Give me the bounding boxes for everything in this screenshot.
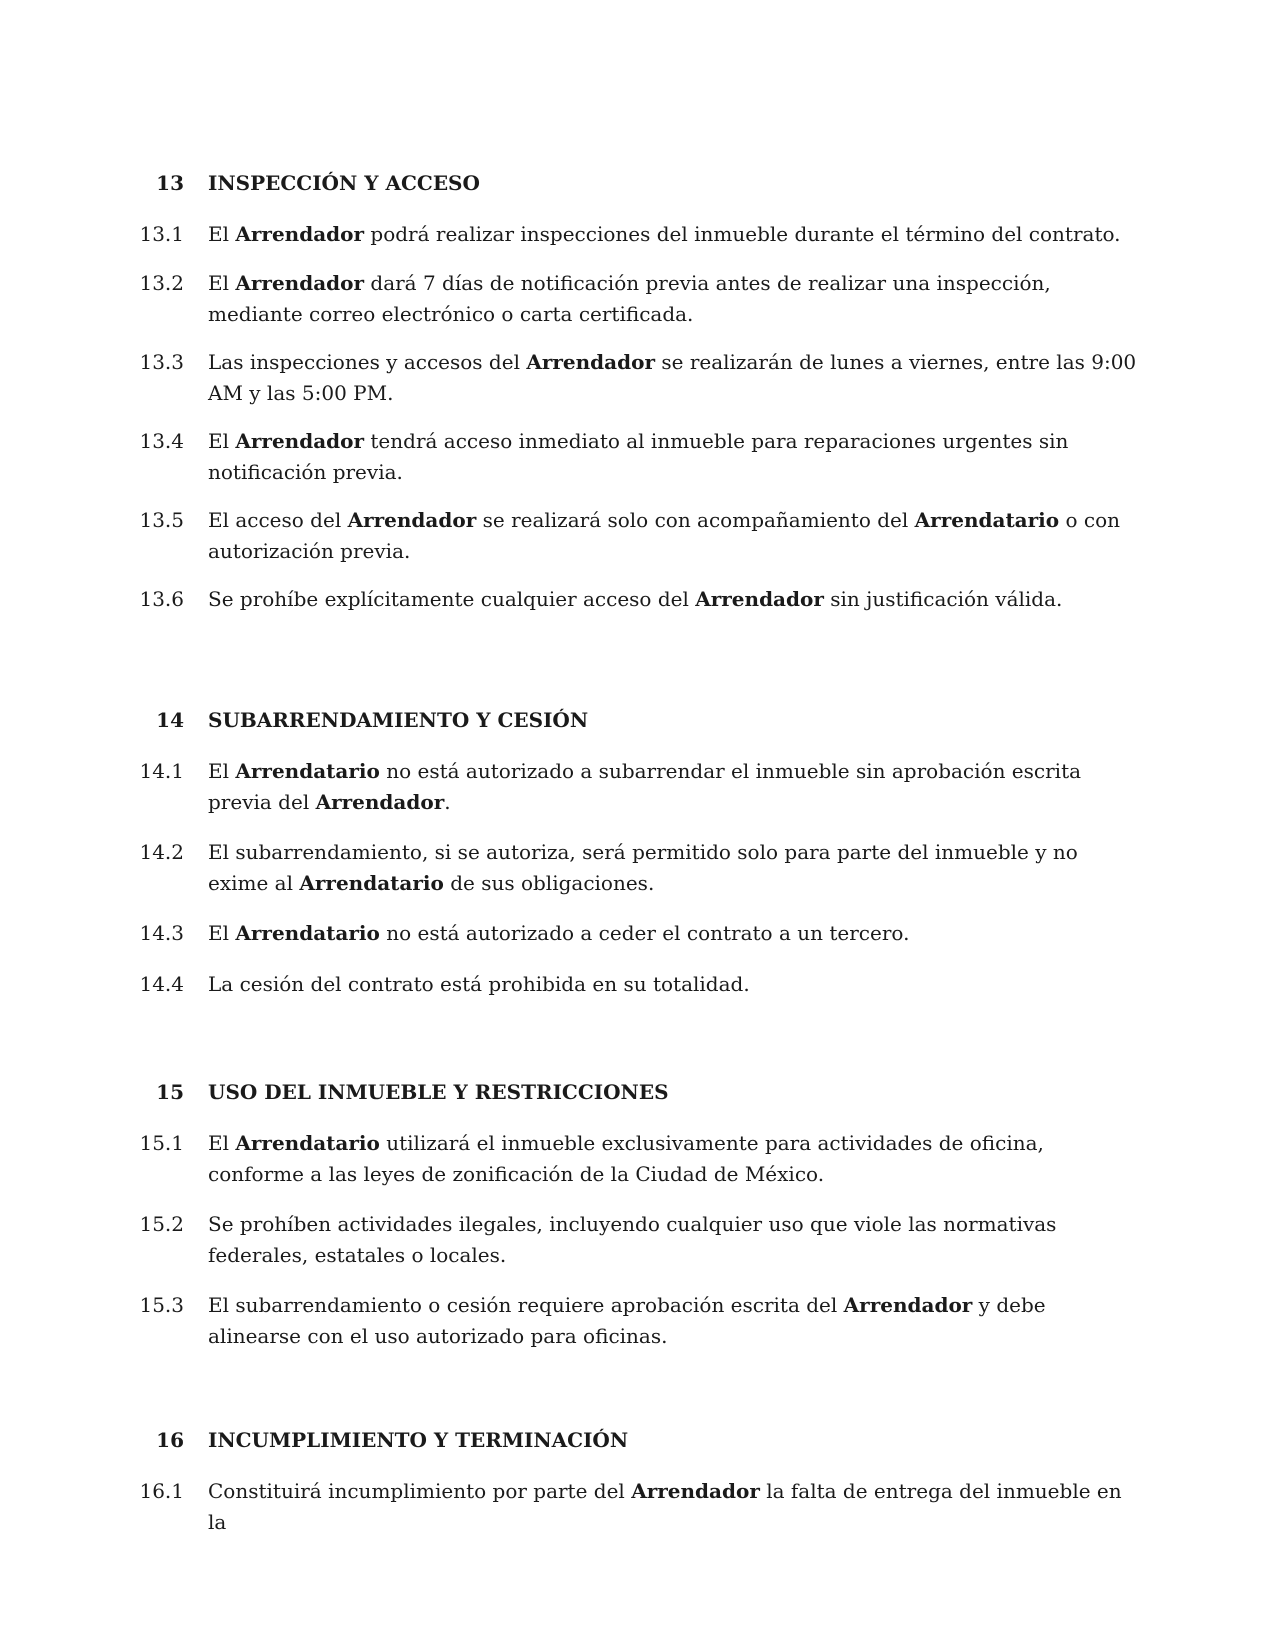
- section-heading: [0, 168, 1275, 198]
- clause-13-1: [0, 219, 1275, 250]
- clause-text: [208, 1290, 1138, 1352]
- clause: [0, 268, 1275, 330]
- clause-text: [208, 584, 1138, 615]
- clause-text-segment: Constituirá incumplimiento por parte del: [208, 1479, 632, 1503]
- clause-text-segment: Se prohíben actividades ilegales, incluyendo cualquier uso que viole las normativas federales, estatales o locales.: [208, 1212, 1057, 1267]
- clause-13-4: [0, 426, 1275, 488]
- clause-14-3: [0, 918, 1275, 949]
- clause-text: [208, 918, 1138, 949]
- clause-number: 13.2: [139, 271, 184, 295]
- defined-term: Arrendador: [347, 508, 477, 532]
- clause-text: [208, 1128, 1138, 1190]
- section-16: [0, 1425, 1275, 1455]
- clause-15-3: [0, 1290, 1275, 1352]
- defined-term: Arrendador: [631, 1479, 760, 1503]
- clause-text-segment: El: [208, 429, 236, 453]
- clause-number: 13.4: [139, 429, 184, 453]
- clause: [0, 1209, 1275, 1271]
- clause-14-4: [0, 969, 1275, 1000]
- clause: [0, 1476, 1275, 1538]
- section-heading: [0, 705, 1275, 735]
- defined-term: Arrendador: [315, 790, 445, 814]
- clause-number: 14.1: [139, 759, 184, 783]
- clause-number: 15.2: [139, 1212, 184, 1236]
- clause-16-1: [0, 1476, 1275, 1538]
- clause-text-segment: se realizará solo con acompañamiento del: [476, 508, 915, 532]
- clause-text-segment: El subarrendamiento o cesión requiere aprobación escrita del: [208, 1293, 844, 1317]
- defined-term: Arrendatario: [235, 759, 380, 783]
- clause-number: 15.1: [139, 1131, 184, 1155]
- clause-15-2: [0, 1209, 1275, 1271]
- clause: [0, 505, 1275, 567]
- clause-15-1: [0, 1128, 1275, 1190]
- clause: [0, 1290, 1275, 1352]
- clause-text-segment: El: [208, 222, 236, 246]
- section-title: SUBARRENDAMIENTO Y CESIÓN: [208, 708, 589, 732]
- clause-number: 13.3: [139, 350, 184, 374]
- clause: [0, 347, 1275, 409]
- clause-number: 13.1: [139, 222, 184, 246]
- clause-text-segment: la falta de entrega del inmueble en la: [208, 1479, 1122, 1534]
- defined-term: Arrendador: [695, 587, 824, 611]
- clause-text-segment: El: [208, 271, 236, 295]
- clause-text-segment: El: [208, 1131, 236, 1155]
- clause-number: 16.1: [139, 1479, 184, 1503]
- section-title: INCUMPLIMIENTO Y TERMINACIÓN: [208, 1428, 629, 1452]
- clause-13-2: [0, 268, 1275, 330]
- clause-text: [208, 756, 1138, 818]
- clause-text-segment: El acceso del: [208, 508, 348, 532]
- clause-text-segment: .: [444, 790, 451, 814]
- clause-text: [208, 837, 1138, 899]
- defined-term: Arrendatario: [914, 508, 1060, 532]
- clause: [0, 584, 1275, 615]
- clause-text-segment: no está autorizado a ceder el contrato a un tercero.: [379, 921, 910, 945]
- clause-text-segment: dará 7 días de notificación previa antes de realizar una inspección, mediante correo electrónico o carta certificada.: [208, 271, 1051, 326]
- section-14: [0, 705, 1275, 735]
- clause-text: [208, 219, 1138, 250]
- clause-number: 14.4: [139, 972, 184, 996]
- clause-13-5: [0, 505, 1275, 567]
- clause-text-segment: no está autorizado a subarrendar el inmueble sin aprobación escrita previa del: [208, 759, 1082, 814]
- section-heading: [0, 1425, 1275, 1455]
- clause-text-segment: de sus obligaciones.: [443, 871, 655, 895]
- section-number: 15: [156, 1080, 184, 1104]
- clause-text-segment: se realizarán de lunes a viernes, entre las 9:00 AM y las 5:00 PM.: [208, 350, 1137, 405]
- clause-text: [208, 505, 1138, 567]
- clause-text: [208, 969, 1138, 1000]
- clause-text-segment: y debe alinearse con el uso autorizado para oficinas.: [208, 1293, 1046, 1348]
- section-number: 14: [156, 708, 184, 732]
- section-15: [0, 1077, 1275, 1107]
- section-number: 16: [156, 1428, 184, 1452]
- defined-term: Arrendador: [526, 350, 655, 374]
- clause-text-segment: sin justificación válida.: [823, 587, 1063, 611]
- clause-text-segment: El: [208, 759, 236, 783]
- clause-text-segment: El subarrendamiento, si se autoriza, será permitido solo para parte del inmueble y no exime al: [208, 840, 1078, 895]
- defined-term: Arrendador: [235, 429, 365, 453]
- section-title: USO DEL INMUEBLE Y RESTRICCIONES: [208, 1080, 669, 1104]
- clause-text: [208, 1476, 1138, 1538]
- clause-text-segment: Las inspecciones y accesos del: [208, 350, 527, 374]
- clause-text-segment: Se prohíbe explícitamente cualquier acceso del: [208, 587, 696, 611]
- defined-term: Arrendatario: [235, 921, 380, 945]
- defined-term: Arrendador: [235, 271, 365, 295]
- clause-text-segment: tendrá acceso inmediato al inmueble para reparaciones urgentes sin notificación previa.: [208, 429, 1069, 484]
- defined-term: Arrendatario: [235, 1131, 380, 1155]
- clause-number: 13.6: [139, 587, 184, 611]
- clause: [0, 219, 1275, 250]
- clause-text: [208, 347, 1138, 409]
- section-title: INSPECCIÓN Y ACCESO: [208, 171, 480, 195]
- clause-13-6: [0, 584, 1275, 615]
- clause: [0, 1128, 1275, 1190]
- clause-text: [208, 426, 1138, 488]
- clause-text: [208, 268, 1138, 330]
- clause: [0, 837, 1275, 899]
- clause-number: 14.3: [139, 921, 184, 945]
- clause-number: 15.3: [139, 1293, 184, 1317]
- clause-text: [208, 1209, 1138, 1271]
- clause-text-segment: La cesión del contrato está prohibida en su totalidad.: [208, 972, 750, 996]
- clause: [0, 426, 1275, 488]
- clause: [0, 918, 1275, 949]
- defined-term: Arrendatario: [299, 871, 444, 895]
- defined-term: Arrendador: [235, 222, 365, 246]
- clause-14-1: [0, 756, 1275, 818]
- clause-text-segment: utilizará el inmueble exclusivamente para actividades de oficina, conforme a las leyes de zonificación de la Ciudad de México.: [208, 1131, 1044, 1186]
- clause-number: 14.2: [139, 840, 184, 864]
- defined-term: Arrendador: [843, 1293, 973, 1317]
- clause: [0, 969, 1275, 1000]
- clause-text-segment: El: [208, 921, 236, 945]
- section-heading: [0, 1077, 1275, 1107]
- clause: [0, 756, 1275, 818]
- section-13: [0, 168, 1275, 198]
- section-number: 13: [156, 171, 184, 195]
- clause-13-3: [0, 347, 1275, 409]
- clause-text-segment: o con autorización previa.: [208, 508, 1121, 563]
- clause-number: 13.5: [139, 508, 184, 532]
- clause-text-segment: podrá realizar inspecciones del inmueble durante el término del contrato.: [364, 222, 1121, 246]
- clause-14-2: [0, 837, 1275, 899]
